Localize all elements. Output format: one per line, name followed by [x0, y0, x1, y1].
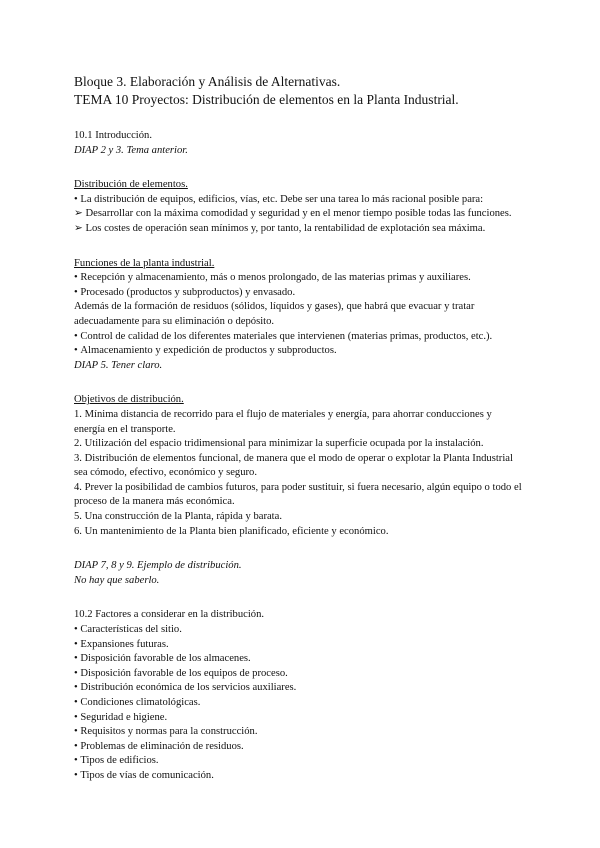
arrow-item: ➢ Desarrollar con la máxima comodidad y seguridad y en el menor tiempo posible todas las funciones. — [74, 207, 524, 222]
title-line-2: TEMA 10 Proyectos: Distribución de elementos en la Planta Industrial. — [74, 92, 459, 107]
section-distribucion — [74, 178, 524, 236]
title-line-1: Bloque 3. Elaboración y Análisis de Alternativas. — [74, 74, 341, 89]
bullet-item: • Problemas de eliminación de residuos. — [74, 740, 524, 755]
section-heading: Objetivos de distribución. — [74, 394, 184, 406]
slide-note: DIAP 5. Tener claro. — [74, 359, 163, 371]
section-objetivos — [74, 393, 524, 539]
section-heading: Funciones de la planta industrial. — [74, 257, 215, 269]
section-heading: 10.1 Introducción. — [74, 130, 152, 141]
numbered-item: 3. Distribución de elementos funcional, de manera que el modo de operar o explotar la Planta Industrial sea cómodo, efectivo, económico y seguro. — [74, 452, 513, 479]
bullet-item: • Características del sitio. — [74, 623, 524, 638]
slide-note: DIAP 7, 8 y 9. Ejemplo de distribución. — [74, 560, 242, 572]
arrow-item: ➢ Los costes de operación sean mínimos y, por tanto, la rentabilidad de explotación sea máxima. — [74, 222, 524, 237]
numbered-item: 1. Mínima distancia de recorrido para el flujo de materiales y energía, para ahorrar conducciones y energía en el transporte. — [74, 408, 492, 435]
bullet-item: • Almacenamiento y expedición de productos y subproductos. — [74, 344, 524, 359]
numbered-item: 2. Utilización del espacio tridimensional para minimizar la superficie ocupada por la instalación. — [74, 438, 484, 450]
bullet-item: • Tipos de vías de comunicación. — [74, 769, 524, 784]
bullet-item: • Recepción y almacenamiento, más o menos prolongado, de las materias primas y auxiliares. — [74, 271, 524, 286]
section-ejemplo — [74, 559, 524, 588]
bullet-item: • Disposición favorable de los almacenes. — [74, 652, 524, 667]
section-factores — [74, 608, 524, 783]
numbered-item: 4. Prever la posibilidad de cambios futuros, para poder sustituir, si fuera necesario, algún equipo o todo el proceso de la manera más económica. — [74, 481, 522, 508]
bullet-item: • Condiciones climatológicas. — [74, 696, 524, 711]
section-heading: 10.2 Factores a considerar en la distribución. — [74, 609, 265, 621]
bullet-item: • Expansiones futuras. — [74, 638, 524, 653]
section-funciones — [74, 257, 524, 374]
numbered-item: 6. Un mantenimiento de la Planta bien planificado, eficiente y económico. — [74, 525, 389, 537]
bullet-item: • Control de calidad de los diferentes materiales que intervienen (materias primas, productos, etc.). — [74, 330, 524, 345]
bullet-item: • Requisitos y normas para la construcción. — [74, 725, 524, 740]
bullet-item: • Seguridad e higiene. — [74, 711, 524, 726]
document-page — [74, 73, 524, 784]
bullet-item: • Disposición favorable de los equipos de proceso. — [74, 667, 524, 682]
bullet-item: • Procesado (productos y subproductos) y envasado. — [74, 286, 524, 301]
numbered-item: 5. Una construcción de la Planta, rápida y barata. — [74, 511, 282, 523]
document-title — [74, 73, 524, 109]
slide-note: DIAP 2 y 3. Tema anterior. — [74, 144, 188, 156]
slide-note: No hay que saberlo. — [74, 574, 160, 586]
bullet-item: • Distribución económica de los servicios auxiliares. — [74, 681, 524, 696]
bullet-item: • Tipos de edificios. — [74, 754, 524, 769]
section-heading: Distribución de elementos. — [74, 179, 188, 191]
paragraph: Además de la formación de residuos (sólidos, líquidos y gases), que habrá que evacuar y tratar adecuadamente para su eliminación o depósito. — [74, 301, 475, 327]
section-introduccion — [74, 129, 524, 158]
bullet-item: • La distribución de equipos, edificios, vías, etc. Debe ser una tarea lo más racional posible para: — [74, 193, 524, 208]
